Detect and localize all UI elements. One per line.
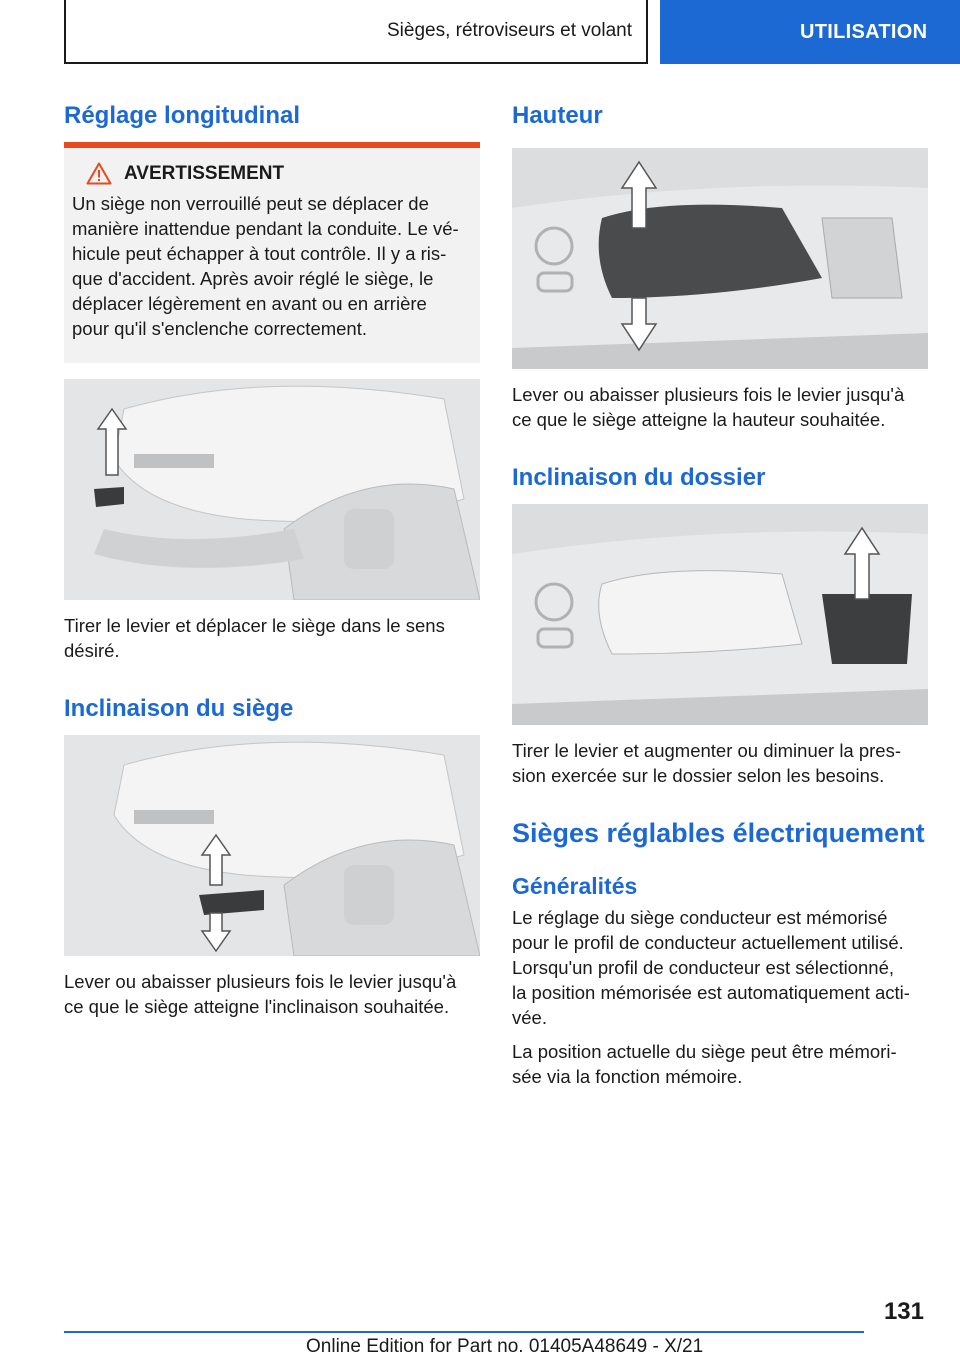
paragraph-memory-function: La position actuelle du siège peut être mémori- sée via la fonction mémoire. [512, 1041, 897, 1087]
warning-header [72, 162, 472, 185]
heading-longitudinal: Réglage longitudinal [64, 102, 301, 129]
photo-height [512, 148, 928, 369]
heading-inclination: Inclinaison du siège [64, 695, 294, 722]
chapter-title: Sièges, rétroviseurs et volant [386, 20, 632, 41]
caption-inclination: Lever ou abaisser plusieurs fois le levier jusqu'à ce que le siège atteigne l'inclinaison souhaitée. [64, 971, 457, 1017]
photo-backrest [512, 504, 928, 725]
photo-longitudinal [64, 379, 480, 600]
right-column [512, 100, 928, 1089]
page-number: 131 [883, 1298, 924, 1325]
section-tab [660, 0, 960, 64]
footer-divider [64, 1331, 864, 1333]
heading-height: Hauteur [512, 102, 603, 129]
heading-electric-seats: Sièges réglables électriquement [512, 818, 925, 848]
heading-backrest: Inclinaison du dossier [512, 464, 766, 491]
edition-info: Online Edition for Part no. 01405A48649 - X/21 [306, 1336, 704, 1357]
photo-inclination [64, 735, 480, 956]
chapter-header [64, 0, 648, 64]
paragraph-memory: Le réglage du siège conducteur est mémorisé pour le profil de conducteur actuellement utilisé. Lorsqu'un profil de conducteur est sélectionné, la position mémorisée est automatiquement acti- vée. [512, 907, 910, 1028]
left-column [64, 100, 480, 1019]
warning-title: AVERTISSEMENT [124, 162, 285, 184]
section-title: UTILISATION [800, 20, 928, 43]
warning-text: Un siège non verrouillé peut se déplacer de manière inattendue pendant la conduite. Le vé- hicule peut échapper à tout contrôle. Il y a ris- que d'accident. Après avoir réglé le siège, le déplacer légèrement en avant ou en arrière pour qu'il s'enclenche correctement. [72, 193, 459, 339]
caption-backrest: Tirer le levier et augmenter ou diminuer la pres- sion exercée sur le dossier selon les besoins. [512, 740, 902, 786]
heading-general: Généralités [512, 873, 638, 899]
warning-triangle-icon [86, 162, 112, 185]
caption-height: Lever ou abaisser plusieurs fois le levier jusqu'à ce que le siège atteigne la hauteur souhaitée. [512, 384, 905, 430]
caption-longitudinal: Tirer le levier et déplacer le siège dans le sens désiré. [64, 615, 445, 661]
warning-box [64, 142, 480, 363]
